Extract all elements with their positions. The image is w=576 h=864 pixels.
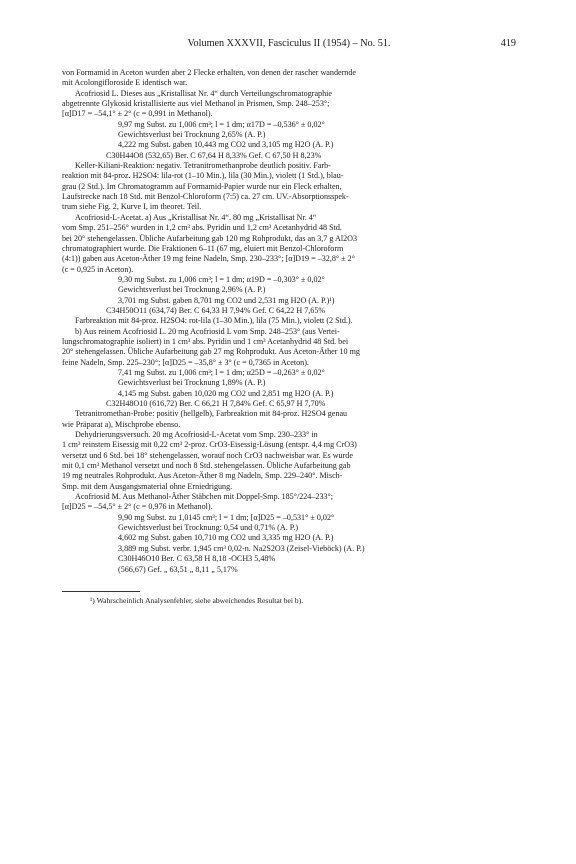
footnote-divider (62, 591, 140, 592)
text-line: bei 20° stehengelassen. Übliche Aufarbeitung gab 120 mg Rohprodukt, das an 3,7 g Al2O3 (62, 233, 358, 243)
running-header (62, 38, 516, 54)
text-line: lungschromatographie isoliert) in 1 cm³ abs. Pyridin und 1 cm³ Acetanhydrid 48 Std. bei (62, 336, 349, 346)
text-line: Tetranitromethan-Probe: positiv (hellgelb), Farbreaktion mit 84-proz. H2SO4 genau (75, 409, 348, 419)
analysis-line: C34H50O11 (634,74) Ber. C 64,33 H 7,94% Gef. C 64,22 H 7,65% (106, 305, 326, 315)
section-line: Acofriosid M. Aus Methanol-Äther Stäbchen mit Doppel-Smp. 185°/224–233°; (75, 492, 334, 502)
text-line: Keller-Kiliani-Reaktion: negativ. Tetranitromethanprobe deutlich positiv. Farb- (75, 161, 331, 171)
text-line: (4:1)) gaben aus Aceton-Äther 19 mg feine Nadeln, Smp. 230–233°; [α]D19 = –32,8° ± 2° (62, 254, 355, 264)
analysis-line: (566,67) Gef. „ 63,51 „ 8,11 „ 5,17% (118, 564, 238, 574)
section-line: Acofriosid-L-Acetat. a) Aus „Kristallisat Nr. 4“. 80 mg „Kristallisat Nr. 4“ (75, 212, 317, 222)
text-line: abgetrennte Glykosid kristallisierte aus viel Methanol in Prismen, Smp. 248–253°; (62, 99, 330, 109)
text-line: (c = 0,925 in Aceton). (62, 264, 134, 274)
text-line: vom Smp. 251–256° wurden in 1,2 cm³ abs. Pyridin und 1,2 cm³ Acetanhydrid 48 Std. (62, 223, 342, 233)
paper-body (62, 68, 516, 606)
measurement-line: 3,889 mg Subst. verbr. 1,945 cm³ 0,02-n. Na2S2O3 (Zeisel-Vieböck) (A. P.) (118, 543, 365, 553)
text-line: b) Aus reinem Acofriosid L. 20 mg Acofriosid L vom Smp. 248–253° (aus Vertei- (75, 326, 340, 336)
page-number: 419 (500, 38, 516, 49)
text-line: versetzt und 6 Std. bei 18° stehengelassen, worauf noch CrO3 nachweisbar war. Es wurde (62, 450, 353, 460)
paper-page (62, 38, 516, 606)
journal-header: Volumen XXXVII, Fasciculus II (1954) – No. 51. (187, 38, 391, 49)
text-line: 20° stehengelassen. Übliche Aufarbeitung gab 27 mg Rohprodukt. Aus Aceton-Äther 10 mg (62, 347, 360, 357)
text-line: 1 cm³ reinstem Eisessig mit 0,22 cm³ 2-proz. CrO3-Eisessig-Lösung (entspr. 4,4 mg CrO3) (62, 440, 357, 450)
measurement-line: 3,701 mg Subst. gaben 8,701 mg CO2 und 2,531 mg H2O (A. P.)¹) (118, 295, 335, 305)
measurement-line: Gewichtsverlust bei Trocknung 2,96% (A. P.) (118, 285, 266, 295)
text-line: 19 mg neutrales Rohprodukt. Aus Aceton-Äther 8 mg Nadeln, Smp. 229–240°. Misch- (62, 471, 343, 481)
analysis-line: C32H48O10 (616,72) Ber. C 66,21 H 7,84% Gef. C 65,97 H 7,70% (106, 399, 326, 408)
text-line: Smp. mit dem Ausgangsmaterial ohne Erniedrigung. (62, 481, 233, 491)
text-line: mit Acolongifloroside E identisch war. (62, 78, 188, 88)
text-line: Laufstrecke nach 18 Std. mit Benzol-Chloroform (7:5) ca. 27 cm. UV.-Absorptionsspek- (62, 192, 349, 202)
text-line: von Formamid in Aceton wurden aber 2 Flecke erhalten, von denen der rascher wandernde (62, 68, 356, 77)
text-line: feine Nadeln, Smp. 225–230°; [α]D25 = –35,8° ± 3° (c = 0,7365 in Aceton). (62, 357, 309, 367)
section-line: Dehydrierungsversuch. 20 mg Acofriosid-L-Acetat vom Smp. 230–233° in (75, 430, 318, 440)
section-line: Acofriosid L. Dieses aus „Kristallisat Nr. 4“ durch Verteilungschromatographie (75, 88, 332, 98)
measurement-line: Gewichtsverlust bei Trocknung 2,65% (A. P.) (118, 130, 266, 140)
analysis-line: C30H44O8 (532,65) Ber. C 67,64 H 8,33% Gef. C 67,50 H 8,23% (106, 150, 322, 160)
measurement-line: 4,145 mg Subst. gaben 10,020 mg CO2 und 2,851 mg H2O (A. P.) (118, 388, 334, 398)
measurement-line: 9,97 mg Subst. zu 1,006 cm³; l = 1 dm; α17D = –0,536° ± 0,02° (118, 119, 325, 129)
footnote: ¹) Wahrscheinlich Analysenfehler, siehe abweichendes Resultat bei b). (90, 595, 304, 605)
rotation-line: [α]D17 = –54,1° ± 2° (c = 0,991 in Methanol). (62, 109, 213, 119)
measurement-line: 7,41 mg Subst. zu 1,006 cm³; l = 1 dm; α25D = –0,263° ± 0,02° (118, 367, 325, 377)
text-line: reaktion mit 84-proz. H2SO4: lila-rot (1–10 Min.), lila (30 Min.), violett (1 Std.), blau- (62, 171, 344, 181)
analysis-line: C30H46O10 Ber. C 63,58 H 8,18 -OCH3 5,48% (118, 554, 276, 564)
measurement-line: 4,222 mg Subst. gaben 10,443 mg CO2 und 3,105 mg H2O (A. P.) (118, 140, 334, 150)
rotation-line: [α]D25 = –54,5° ± 2° (c = 0,976 in Methanol). (62, 502, 213, 512)
measurement-line: 9,90 mg Subst. zu 1,0145 cm³; l = 1 dm; [α]D25 = –0,531° ± 0,02° (118, 512, 335, 522)
measurement-line: 9,30 mg Subst. zu 1,006 cm³; l = 1 dm; α19D = –0,303° ± 0,02° (118, 274, 325, 284)
text-line: wie Präparat a), Mischprobe ebenso. (62, 419, 181, 429)
measurement-line: 4,602 mg Subst. gaben 10,710 mg CO2 und 3,335 mg H2O (A. P.) (118, 533, 334, 543)
measurement-line: Gewichtsverlust bei Trocknung: 0,54 und 0,71% (A. P.) (118, 523, 299, 533)
text-line: chromatographiert wurde. Die Fraktionen 6–11 (67 mg, eluiert mit Benzol-Chloroform (62, 243, 344, 253)
text-line: grau (2 Std.). Im Chromatogramm auf Formamid-Papier wurde nur ein Fleck erhalten, (62, 181, 342, 191)
measurement-line: Gewichtsverlust bei Trocknung 1,89% (A. P.) (118, 378, 266, 388)
text-line: mit 0,1 cm³ Methanol versetzt und noch 8 Std. stehengelassen. Übliche Aufarbeitung gab (62, 461, 351, 471)
text-line: Farbreaktion mit 84-proz. H2SO4: rot-lila (1–30 Min.), lila (75 Min.), violett (2 Std.). (75, 316, 353, 326)
text-line: trum siehe Fig. 2, Kurve I, im theoret. Teil. (62, 202, 202, 212)
